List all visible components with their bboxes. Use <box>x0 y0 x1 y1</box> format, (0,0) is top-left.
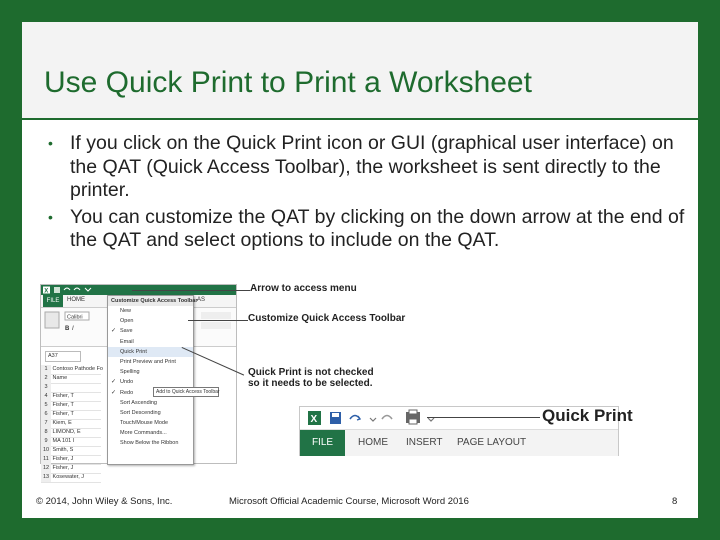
bullet-text: If you click on the Quick Print icon or GUI (graphical user interface) on the QAT (Quick Access Toolbar), the worksheet is sent directly to the printer. <box>70 132 674 201</box>
table-row: 7 Kiem, E <box>41 419 101 429</box>
menu-item-show-below-ribbon[interactable]: Show Below the Ribbon <box>120 440 179 447</box>
svg-text:X: X <box>310 414 318 425</box>
tab-file[interactable]: FILE <box>43 295 63 307</box>
name-box[interactable]: A37 <box>45 351 81 362</box>
font-box: Calibri <box>67 314 83 321</box>
tab-home[interactable]: HOME <box>358 437 388 448</box>
title-area <box>22 22 698 118</box>
table-row: 3 <box>41 383 101 393</box>
leader-line <box>132 290 250 291</box>
slide-title: Use Quick Print to Print a Worksheet <box>44 66 532 99</box>
redo-icon <box>382 416 392 420</box>
table-row: 12 Fisher, J <box>41 464 101 474</box>
customize-menu-screenshot <box>40 284 237 480</box>
checkmark-icon: ✓ <box>111 328 117 335</box>
menu-title: Customize Quick Access Toolbar <box>108 296 193 306</box>
footer-page-number: 8 <box>672 496 678 507</box>
menu-item-touch-mode[interactable]: Touch/Mouse Mode <box>120 420 168 427</box>
redo-icon <box>74 288 80 290</box>
svg-text:X: X <box>44 288 49 295</box>
bullet-list <box>44 132 694 256</box>
callout-not-checked-1: Quick Print is not checked <box>248 367 374 378</box>
callout-not-checked-2: so it needs to be selected. <box>248 378 373 389</box>
menu-item-email[interactable]: Email <box>120 338 134 345</box>
slide <box>22 22 698 518</box>
menu-item-undo[interactable]: ✓ Undo <box>108 377 193 387</box>
qat-dropdown-arrow-icon <box>428 418 434 421</box>
bullet-item <box>44 132 694 203</box>
tab-data-partial[interactable]: AS <box>197 297 206 303</box>
title-divider <box>22 118 698 120</box>
table-row: 5 Fisher, T <box>41 401 101 411</box>
checkmark-icon: ✓ <box>111 379 117 386</box>
table-row: 8 LIMOND, E <box>41 428 101 438</box>
checkmark-icon: ✓ <box>111 389 117 396</box>
qat-icon-row <box>300 407 500 429</box>
callout-quick-print: Quick Print <box>542 406 633 425</box>
menu-item-sort-descending[interactable]: Sort Descending <box>120 409 161 416</box>
footer-copyright: © 2014, John Wiley & Sons, Inc. <box>36 496 173 507</box>
svg-text:I: I <box>72 326 74 332</box>
menu-item-redo[interactable]: ✓ Redo <box>108 388 193 398</box>
bullet-icon: • <box>48 135 53 151</box>
table-row: 11 Fisher, J <box>41 455 101 465</box>
paste-icon <box>45 312 59 328</box>
menu-item-print-preview[interactable]: Print Preview and Print <box>120 358 176 365</box>
table-row: 10 Smith, S <box>41 446 101 456</box>
menu-item-sort-ascending[interactable]: Sort Ascending <box>120 399 157 406</box>
menu-item-spelling[interactable]: Spelling <box>120 369 140 376</box>
svg-text:B: B <box>65 326 70 332</box>
undo-icon <box>64 288 70 290</box>
menu-item-open[interactable]: Open <box>120 318 134 325</box>
ribbon-tabs <box>300 429 618 456</box>
tab-insert[interactable]: INSERT <box>406 437 443 448</box>
menu-item-quick-print[interactable]: Quick Print <box>108 347 193 357</box>
bullet-icon: • <box>48 208 53 225</box>
leader-line <box>427 417 540 418</box>
table-row: 2 Name <box>41 374 101 384</box>
table-row: 4 Fisher, T <box>41 392 101 402</box>
callout-customize: Customize Quick Access Toolbar <box>248 313 406 324</box>
save-icon <box>54 287 60 293</box>
table-row: 6 Fisher, T <box>41 410 101 420</box>
qat-dropdown-arrow-icon <box>85 288 91 291</box>
tab-home[interactable]: HOME <box>67 297 85 303</box>
menu-item-save[interactable]: ✓ Save <box>108 326 193 336</box>
tooltip: Add to Quick Access Toolbar <box>153 387 219 397</box>
table-row: 13 Kosewater, J <box>41 473 101 483</box>
menu-item-more-commands[interactable]: More Commands... <box>120 430 167 437</box>
table-row: 9 MA 101 I <box>41 437 101 447</box>
callout-arrow-menu: Arrow to access menu <box>250 283 357 294</box>
undo-dropdown-icon <box>370 418 376 421</box>
tab-file[interactable]: FILE <box>300 430 345 456</box>
bullet-text: You can customize the QAT by clicking on the down arrow at the end of the QAT and select options to include on the QAT. <box>70 205 685 251</box>
tab-page-layout[interactable]: PAGE LAYOUT <box>457 437 527 448</box>
table-row: 1 Contoso Pathode Fo <box>41 365 101 375</box>
leader-line <box>188 320 248 321</box>
customize-qat-menu <box>107 295 198 465</box>
menu-item-new[interactable]: New <box>120 308 132 314</box>
bullet-item <box>44 206 694 253</box>
qat-icons <box>41 285 101 295</box>
footer-course: Microsoft Official Academic Course, Microsoft Word 2016 <box>229 496 469 507</box>
